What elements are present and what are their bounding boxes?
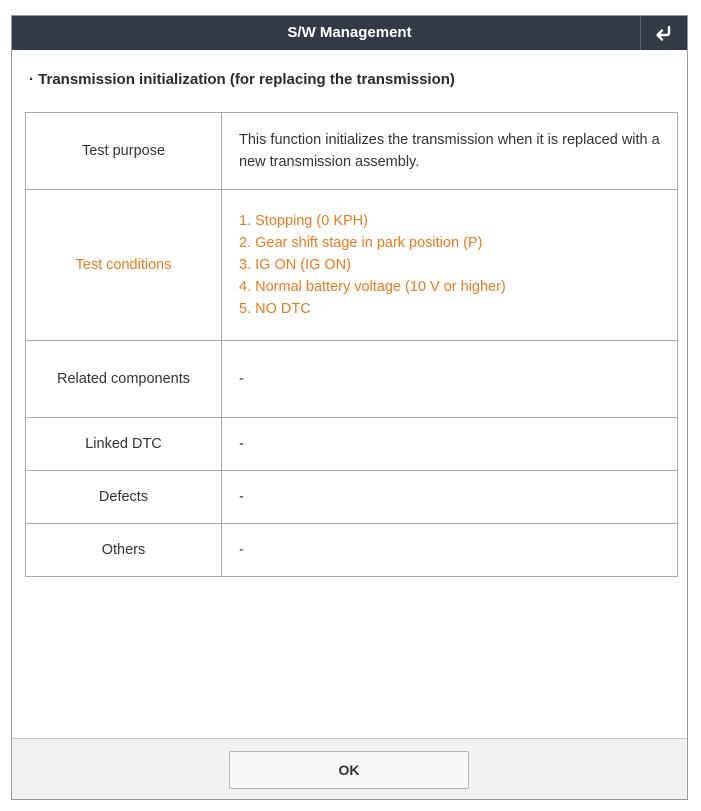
- condition-item: 2. Gear shift stage in park position (P): [239, 235, 483, 251]
- row-label-defects: Defects: [26, 471, 222, 524]
- row-value-related-components: -: [222, 341, 678, 418]
- table-row: [26, 418, 678, 471]
- row-label-related-components: Related components: [26, 341, 222, 418]
- row-value-defects: -: [222, 471, 678, 524]
- row-value-test-conditions: [222, 190, 678, 341]
- section-subtitle: · Transmission initialization (for replacing the transmission): [29, 71, 455, 88]
- table-row: [26, 471, 678, 524]
- condition-item: 1. Stopping (0 KPH): [239, 213, 368, 229]
- row-value-linked-dtc: -: [222, 418, 678, 471]
- row-label-test-purpose: Test purpose: [26, 113, 222, 190]
- row-label-others: Others: [26, 524, 222, 577]
- ok-button[interactable]: OK: [229, 751, 469, 789]
- table-row: [26, 113, 678, 190]
- title-bar: [12, 16, 687, 50]
- info-table: [25, 112, 678, 577]
- back-button[interactable]: [640, 16, 687, 50]
- row-value-others: -: [222, 524, 678, 577]
- return-arrow-icon: [654, 24, 674, 42]
- dialog-footer: [12, 738, 687, 799]
- table-row: [26, 524, 678, 577]
- row-label-linked-dtc: Linked DTC: [26, 418, 222, 471]
- dialog-title: S/W Management: [287, 24, 412, 41]
- table-row: [26, 190, 678, 341]
- row-value-test-purpose: This function initializes the transmission when it is replaced with a new transmission assembly.: [222, 113, 678, 190]
- sw-management-dialog: [11, 15, 688, 800]
- table-row: [26, 341, 678, 418]
- row-label-test-conditions: Test conditions: [26, 190, 222, 341]
- condition-item: 3. IG ON (IG ON): [239, 257, 351, 273]
- condition-item: 4. Normal battery voltage (10 V or higher): [239, 279, 506, 295]
- condition-item: 5. NO DTC: [239, 301, 311, 317]
